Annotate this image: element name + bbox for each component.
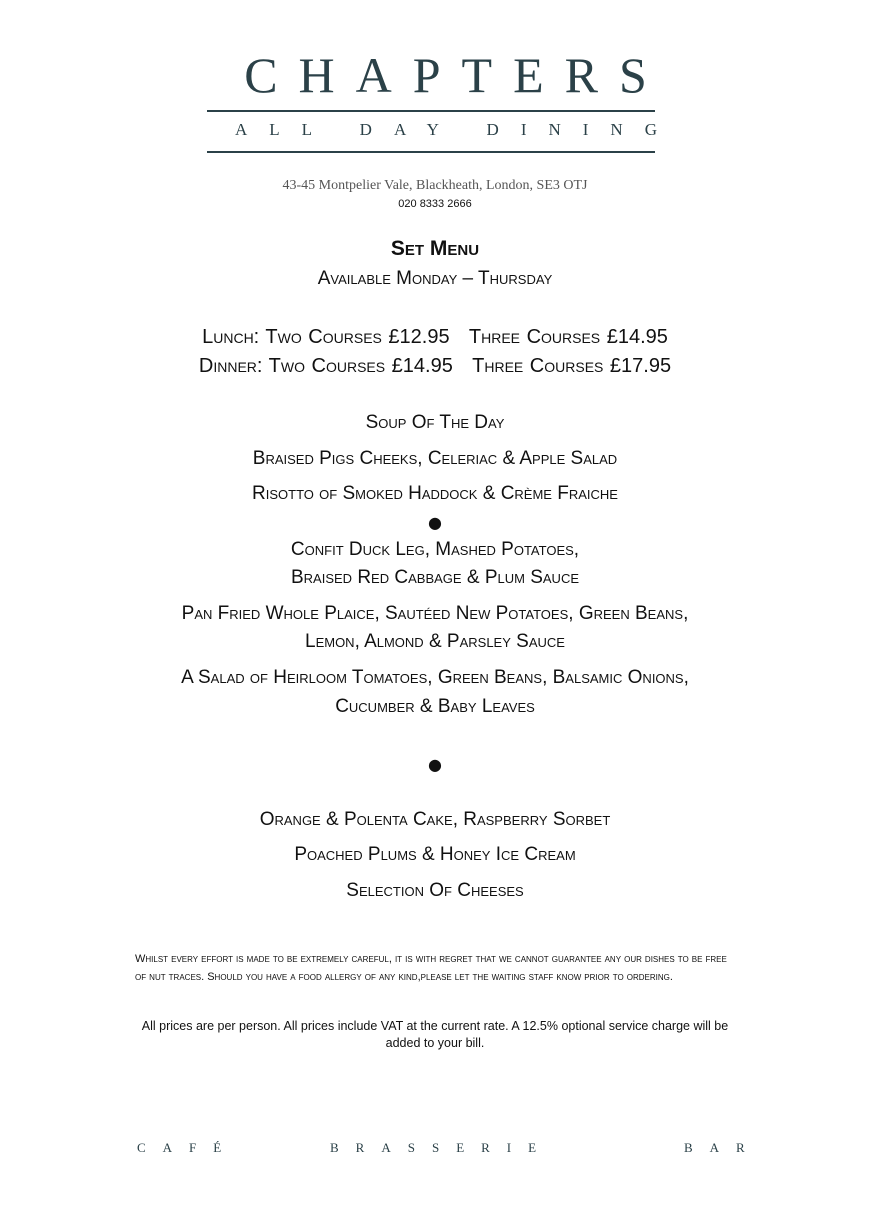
main-item-line: Pan Fried Whole Plaice, Sautéed New Potatoes, Green Beans,	[181, 603, 689, 624]
brand-tagline: ALL DAY DINING	[235, 120, 679, 139]
course-separator-bullet: ●	[428, 755, 442, 774]
footer-bar: BAR	[684, 1140, 762, 1155]
allergy-notice: Whilst every effort is made to be extremely careful, it is with regret that we cannot guarantee any our dishes to be free of nut traces. Should you have a food allergy of any kind,please let the waiting staff know prior to ordering.	[135, 953, 727, 983]
starter-item: Braised Pigs Cheeks, Celeriac & Apple Salad	[252, 448, 618, 469]
main-item-line: Braised Red Cabbage & Plum Sauce	[290, 567, 580, 588]
header-divider-bottom	[207, 151, 655, 153]
main-item-line: Confit Duck Leg, Mashed Potatoes,	[290, 539, 580, 560]
dessert-item: Poached Plums & Honey Ice Cream	[294, 844, 576, 865]
starter-item: Risotto of Smoked Haddock & Crème Fraiche	[252, 483, 618, 504]
footer-brasserie: BRASSERIE	[330, 1140, 554, 1155]
lunch-prices: Lunch: Two Courses £12.95 Three Courses £14.95	[202, 326, 668, 348]
pricing-notice	[0, 1018, 870, 1052]
main-item-line: A Salad of Heirloom Tomatoes, Green Beans, Balsamic Onions,	[181, 667, 689, 688]
menu-availability: Available Monday – Thursday	[317, 268, 553, 289]
restaurant-address: 43-45 Montpelier Vale, Blackheath, London, SE3 OTJ	[282, 178, 588, 193]
course-separator-bullet: ●	[428, 513, 442, 532]
pricing-notice-text: All prices are per person. All prices include VAT at the current rate. A 12.5% optional service charge will be added to your bill.	[141, 1019, 729, 1050]
main-item-line: Cucumber & Baby Leaves	[335, 696, 535, 717]
brand-title: CHAPTERS	[244, 47, 668, 103]
dessert-item: Orange & Polenta Cake, Raspberry Sorbet	[259, 809, 611, 830]
dessert-item: Selection Of Cheeses	[346, 880, 524, 901]
restaurant-phone: 020 8333 2666	[398, 198, 472, 210]
menu-title: Set Menu	[390, 237, 480, 260]
main-item-line: Lemon, Almond & Parsley Sauce	[305, 631, 565, 652]
footer-cafe: CAFÉ	[137, 1140, 239, 1155]
starter-item: Soup Of The Day	[365, 412, 505, 433]
dinner-prices: Dinner: Two Courses £14.95 Three Courses £17.95	[198, 355, 672, 377]
header-divider-top	[207, 110, 655, 112]
